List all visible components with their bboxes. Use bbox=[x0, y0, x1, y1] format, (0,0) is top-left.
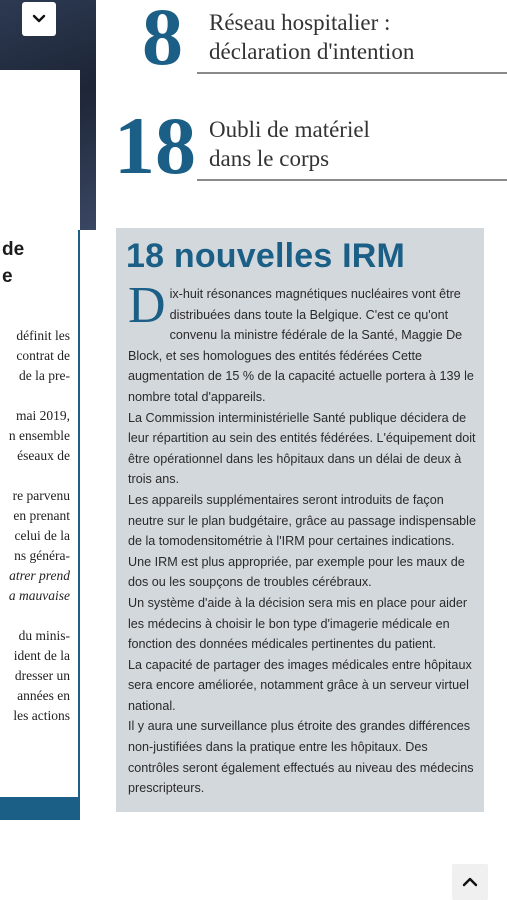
left-text-gap bbox=[0, 606, 70, 626]
left-text-line: ns généra- bbox=[14, 548, 70, 563]
toc-item-oubli-materiel[interactable] bbox=[112, 100, 507, 191]
left-text-line: les actions bbox=[13, 708, 70, 723]
left-text-line: éseaux de bbox=[17, 448, 70, 463]
left-text-line: n ensemble bbox=[8, 428, 70, 443]
left-heading-line: de bbox=[2, 239, 25, 260]
left-text-gap bbox=[0, 386, 70, 406]
left-text-line: années en bbox=[17, 688, 70, 703]
box-paragraph: La Commission interministérielle Santé publique décidera de leur répartition au sein des entités fédérées. L'équipement doit être opérationnel dans les hôpitaux dans un délai de deux à trois ans. bbox=[128, 410, 476, 487]
scroll-to-top-button[interactable] bbox=[452, 864, 488, 900]
left-text-line: atrer prend bbox=[9, 568, 70, 583]
left-article-heading bbox=[0, 236, 80, 290]
left-article-text bbox=[0, 326, 70, 726]
dropdown-button[interactable] bbox=[22, 2, 56, 36]
toc-number: 18 bbox=[114, 100, 196, 191]
left-text-line: en prenant bbox=[13, 508, 70, 523]
left-text-gap bbox=[0, 466, 70, 486]
toc-number: 8 bbox=[142, 0, 183, 82]
box-body bbox=[128, 277, 478, 799]
irm-article-box bbox=[116, 228, 484, 812]
toc-title-line: Réseau hospitalier : bbox=[209, 10, 391, 35]
toc-title-line: déclaration d'intention bbox=[209, 39, 415, 64]
chevron-down-icon bbox=[31, 11, 47, 27]
toc-divider bbox=[197, 179, 507, 181]
chevron-up-icon bbox=[461, 873, 479, 891]
left-text-line: a mauvaise bbox=[8, 588, 70, 603]
left-text-line: mai 2019, bbox=[16, 408, 70, 423]
box-paragraph: Il y aura une surveillance plus étroite des grandes différences non-justifiées dans la pratique entre les hôpitaux. Des contrôles seront également effectués au niveau des médecins prescripteurs. bbox=[128, 719, 474, 796]
toc-title bbox=[209, 115, 370, 173]
left-text-line: celui de la bbox=[14, 528, 70, 543]
dropcap: D bbox=[128, 277, 166, 334]
left-article-footer-bar bbox=[0, 797, 80, 820]
box-paragraph-text: ix-huit résonances magnétiques nucléaires vont être distribuées dans toute la Belgique. C'est ce qu'ont convenu la ministre fédérale de la Santé, Maggie De Block, et ses homologues des entités fédérées Cette augmentation de 15 % de la capacité actuelle portera à 139 le nombre total d'appareils. bbox=[128, 287, 474, 404]
left-text-line: de la pre- bbox=[19, 368, 70, 383]
left-text-line: du minis- bbox=[18, 628, 70, 643]
box-paragraph: Un système d'aide à la décision sera mis en place pour aider les médecins à choisir le bon type d'imagerie médicale en fonction des données médicales pertinentes du patient. bbox=[128, 595, 468, 652]
left-text-line: contrat de bbox=[16, 348, 70, 363]
toc-divider bbox=[197, 72, 507, 74]
toc-title-line: dans le corps bbox=[209, 146, 330, 171]
left-text-line: dresser un bbox=[14, 668, 70, 683]
left-text-line: re parvenu bbox=[12, 488, 70, 503]
box-title: 18 nouvelles IRM bbox=[126, 237, 406, 275]
left-text-line: ident de la bbox=[13, 648, 70, 663]
toc-item-reseau-hospitalier[interactable] bbox=[112, 0, 507, 80]
toc-title-line: Oubli de matériel bbox=[209, 117, 370, 142]
box-paragraph: La capacité de partager des images médicales entre hôpitaux sera encore améliorée, notamment grâce à un serveur virtuel national. bbox=[128, 657, 472, 713]
toc-title bbox=[209, 8, 414, 66]
left-heading-line: e bbox=[2, 266, 13, 287]
box-paragraph bbox=[128, 277, 478, 408]
box-paragraph: Les appareils supplémentaires seront introduits de façon neutre sur le plan budgétaire, grâce au passage indispensable de la tomodensitométrie à l'IRM pour certaines indications. Une IRM est plus appropriée, par exemple pour les maux de dos ou les soupçons de troubles cérébraux. bbox=[128, 492, 476, 590]
left-text-line: définit les bbox=[16, 328, 70, 343]
